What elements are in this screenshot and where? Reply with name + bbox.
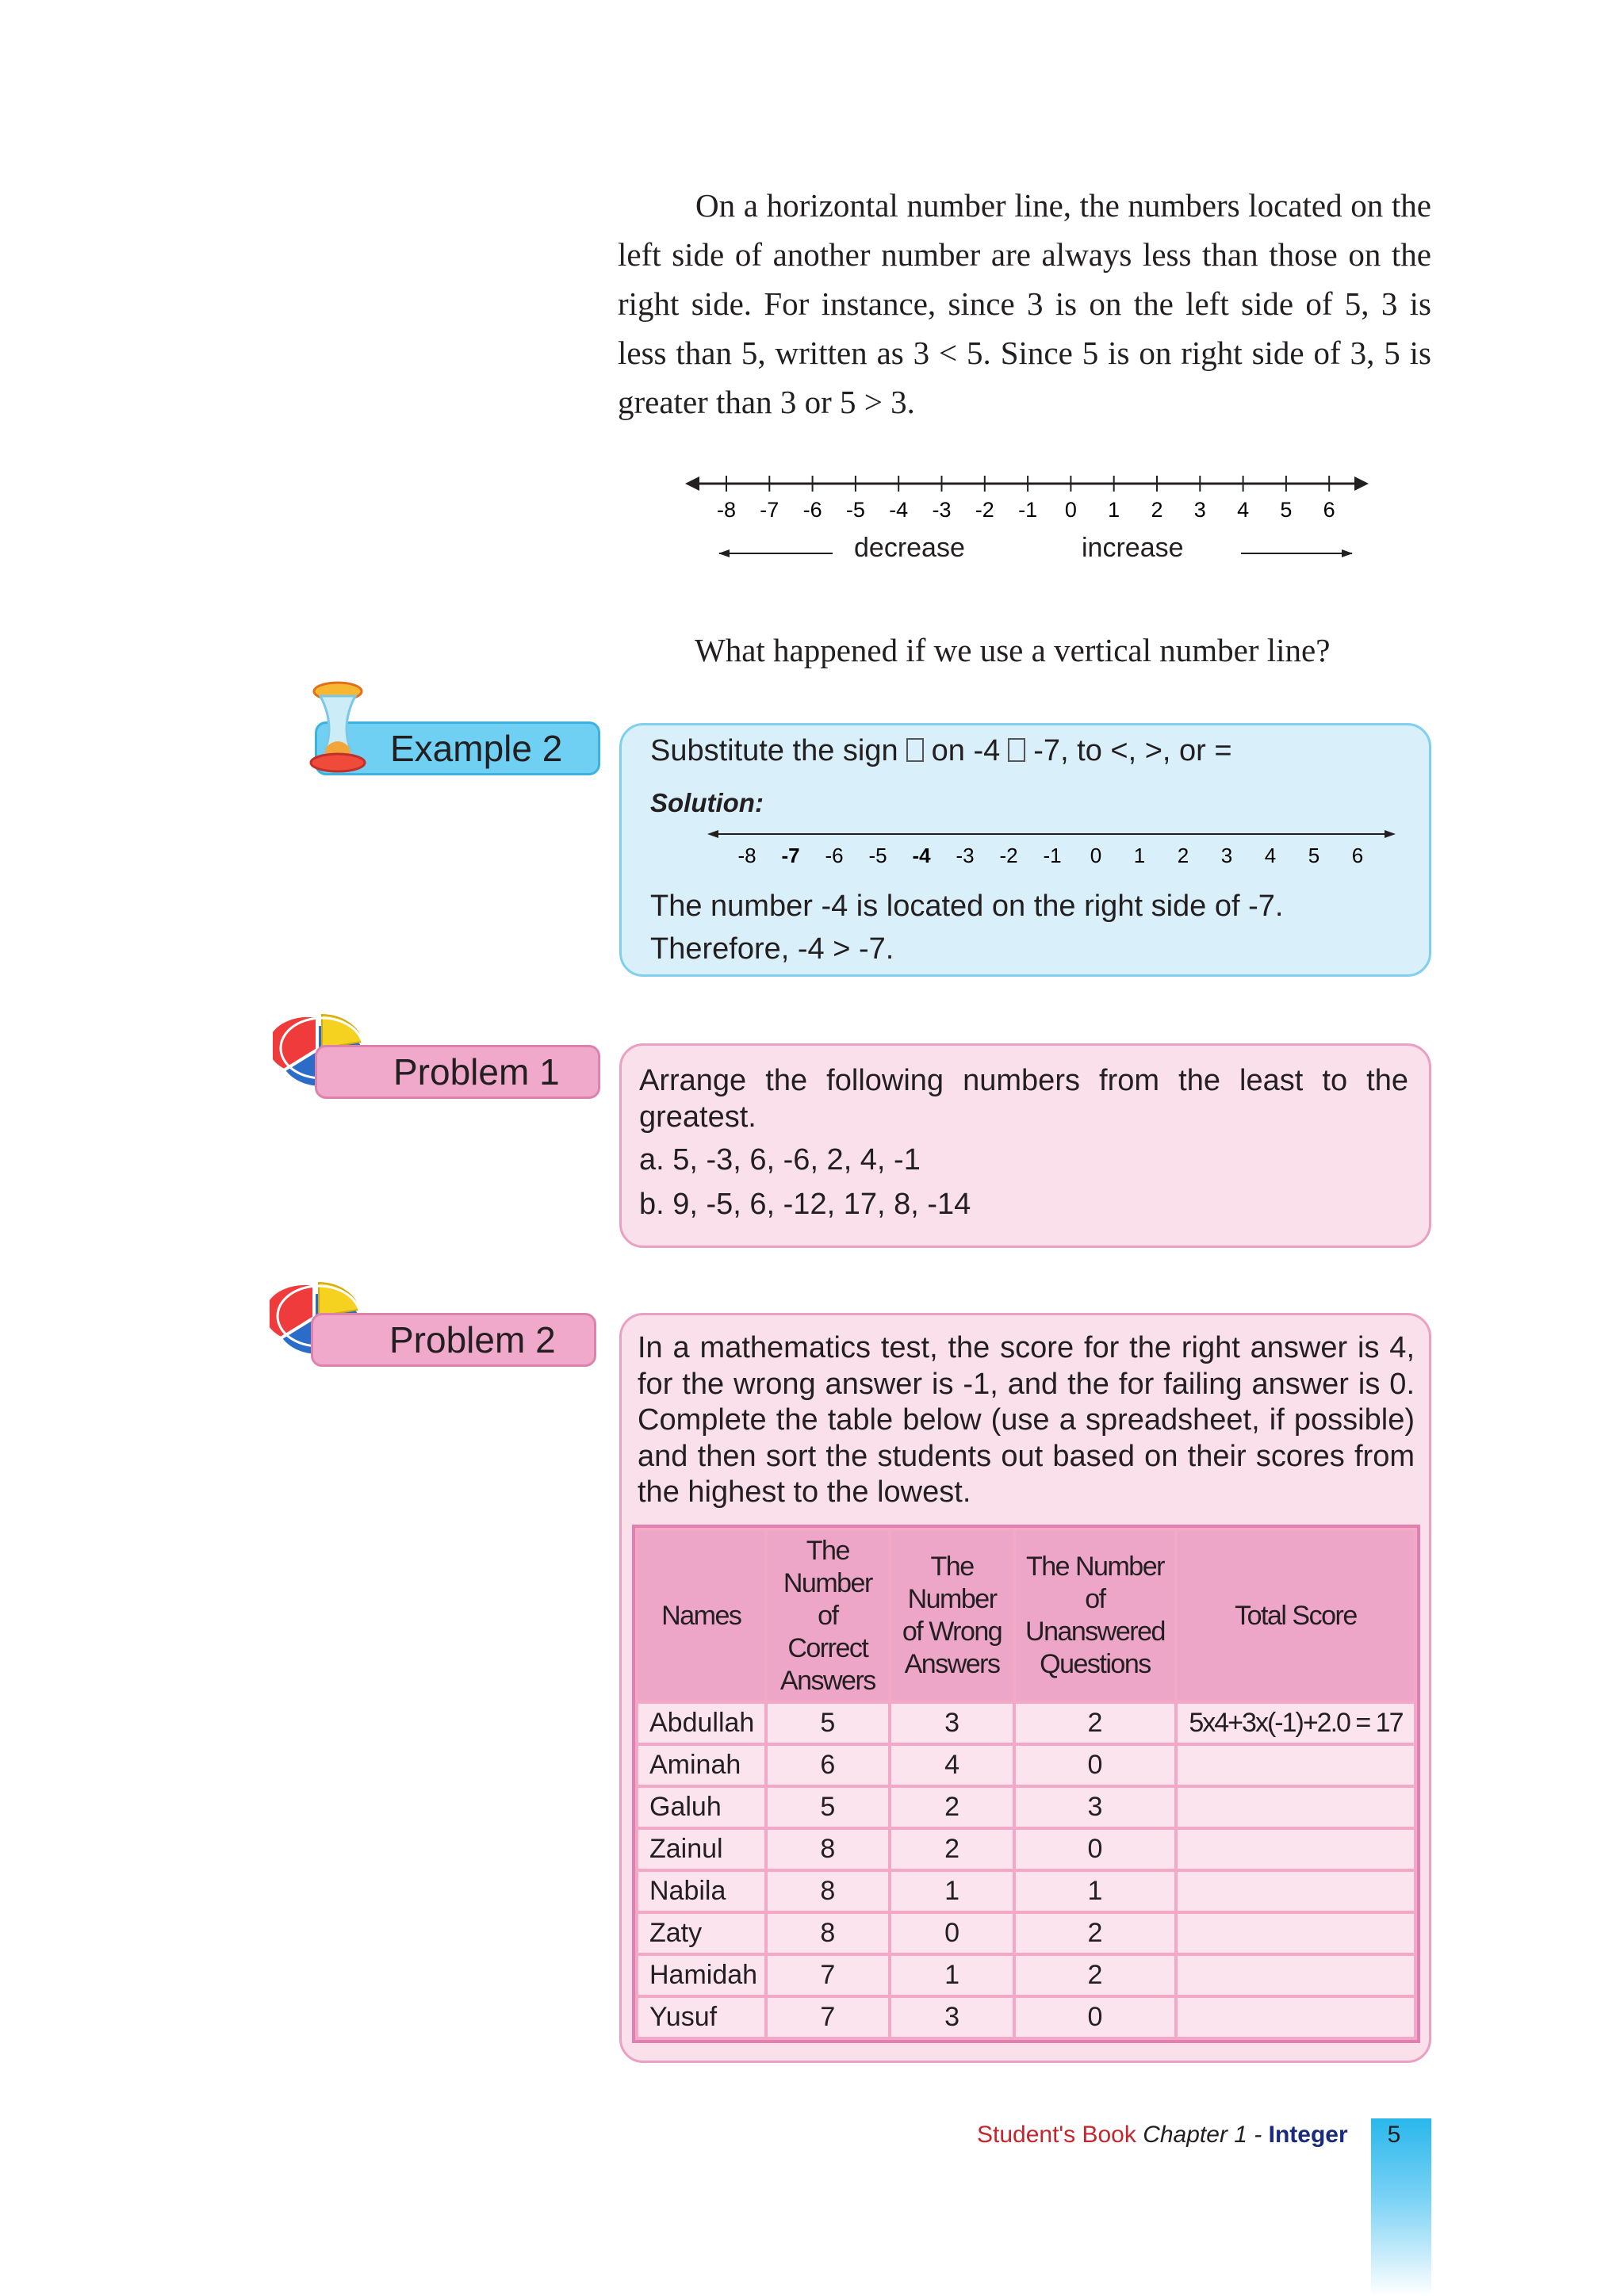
tick-label: 5: [1308, 844, 1320, 867]
cell-wrong: 2: [890, 1786, 1014, 1828]
instruction-part-c: -7, to <, >, or =: [1033, 734, 1232, 767]
cell-wrong: 1: [890, 1954, 1014, 1996]
solution-explanation: The number -4 is located on the right side of -7.: [650, 890, 1284, 923]
cell-unanswered: 2: [1014, 1702, 1176, 1744]
tick-label: 3: [1220, 844, 1233, 867]
tick-label: -3: [956, 844, 975, 867]
intro-text: On a horizontal number line, the numbers located on the left side of another number are always less than those on the right side. For instance, since 3 is on the left side of 5, 3 is less than 5, written as 3 < 5. Since 5 is on right side of 3, 5 is greater than 3 or 5 > 3.: [618, 187, 1431, 420]
header-wrong: The Number of Wrong Answers: [890, 1529, 1014, 1702]
table-row: [637, 1996, 1415, 2038]
tick-label: 6: [1351, 844, 1364, 867]
cell-name: Hamidah: [637, 1954, 766, 1996]
cell-correct: 8: [766, 1870, 891, 1912]
cell-name: Abdullah: [637, 1702, 766, 1744]
instruction-part-b: on -4: [931, 734, 1001, 767]
cell-correct: 6: [766, 1744, 891, 1786]
cell-wrong: 3: [890, 1702, 1014, 1744]
hourglass-icon: [304, 680, 371, 774]
cell-wrong: 1: [890, 1870, 1014, 1912]
cell-name: Nabila: [637, 1870, 766, 1912]
cell-unanswered: 2: [1014, 1912, 1176, 1954]
problem-2-label-text: Problem 2: [389, 1319, 556, 1360]
problem-1-item-a: a. 5, -3, 6, -6, 2, 4, -1: [639, 1143, 921, 1177]
tick-label: -4: [889, 498, 909, 522]
cell-wrong: 2: [890, 1828, 1014, 1870]
table-row: [637, 1702, 1415, 1744]
cell-total: [1176, 1996, 1415, 2038]
blank-box-icon: [906, 738, 924, 762]
tick-label: -4: [912, 844, 931, 867]
footer-chapter: Chapter 1 -: [1143, 2122, 1269, 2148]
tick-label: 4: [1264, 844, 1277, 867]
header-correct: The Number of Correct Answers: [766, 1529, 891, 1702]
table-row: [637, 1786, 1415, 1828]
tick-label: 3: [1193, 498, 1206, 522]
cell-unanswered: 3: [1014, 1786, 1176, 1828]
increase-arrow: [1342, 549, 1353, 557]
table-row: [637, 1954, 1415, 1996]
cell-unanswered: 0: [1014, 1828, 1176, 1870]
page-number: 5: [1387, 2122, 1401, 2148]
table-header-row: [637, 1529, 1415, 1702]
tick-label: 2: [1151, 498, 1163, 522]
cell-correct: 7: [766, 1996, 891, 2038]
right-arrowhead: [1354, 476, 1369, 491]
cell-name: Zaty: [637, 1912, 766, 1954]
tick-label: -6: [802, 498, 822, 522]
cell-total: [1176, 1828, 1415, 1870]
instruction-part-a: Substitute the sign: [650, 734, 898, 767]
cell-total: [1176, 1870, 1415, 1912]
problem-1-instruction: Arrange the following numbers from the least to the greatest.: [639, 1064, 1408, 1134]
tick-label: 4: [1237, 498, 1250, 522]
tick-label: -8: [737, 844, 756, 867]
tick-label: 0: [1090, 844, 1102, 867]
tick-label: 1: [1133, 844, 1146, 867]
example-2-instruction: [650, 734, 1232, 768]
table-row: [637, 1828, 1415, 1870]
table-row: [637, 1870, 1415, 1912]
cell-name: Zainul: [637, 1828, 766, 1870]
cell-name: Aminah: [637, 1744, 766, 1786]
solution-conclusion: Therefore, -4 > -7.: [650, 932, 894, 966]
cell-unanswered: 1: [1014, 1870, 1176, 1912]
cell-correct: 5: [766, 1786, 891, 1828]
cell-unanswered: 0: [1014, 1996, 1176, 2038]
header-names: Names: [637, 1529, 766, 1702]
footer-topic: Integer: [1268, 2122, 1348, 2148]
cell-total: [1176, 1786, 1415, 1828]
cell-total: [1176, 1912, 1415, 1954]
left-arrowhead: [685, 476, 699, 491]
cell-name: Galuh: [637, 1786, 766, 1828]
problem-2-label: [311, 1313, 596, 1367]
tick-label: 0: [1064, 498, 1077, 522]
tick-label: 2: [1177, 844, 1189, 867]
problem-2-instruction: In a mathematics test, the score for the right answer is 4, for the wrong answer is -1, and the for failing answer is 0. Complete the table below (use a spreadsheet, if possible) and then sort the students out based on their scores from the highest to the lowest.: [638, 1331, 1415, 1509]
number-line-horizontal: [682, 468, 1380, 571]
cell-wrong: 0: [890, 1912, 1014, 1954]
left-arrowhead: [707, 830, 718, 838]
number-line-solution: [706, 825, 1396, 869]
table-row: [637, 1912, 1415, 1954]
header-total: Total Score: [1176, 1529, 1415, 1702]
cell-total: [1176, 1744, 1415, 1786]
vertical-line-question: What happened if we use a vertical number line?: [695, 632, 1331, 668]
cell-total: [1176, 1954, 1415, 1996]
tick-label: 5: [1280, 498, 1293, 522]
intro-paragraph: [618, 181, 1431, 427]
tick-label: -1: [1043, 844, 1062, 867]
cell-unanswered: 0: [1014, 1744, 1176, 1786]
problem-1-item-b: b. 9, -5, 6, -12, 17, 8, -14: [639, 1188, 971, 1221]
solution-heading: Solution:: [650, 788, 764, 817]
table-row: [637, 1744, 1415, 1786]
cell-correct: 7: [766, 1954, 891, 1996]
tick-label: -1: [1018, 498, 1038, 522]
tick-label: -8: [716, 498, 737, 522]
cell-correct: 5: [766, 1702, 891, 1744]
problem-1-label-text: Problem 1: [393, 1051, 560, 1093]
tick-label: -7: [760, 498, 779, 522]
cell-correct: 8: [766, 1828, 891, 1870]
tick-label: 6: [1323, 498, 1335, 522]
score-table: [635, 1528, 1417, 2040]
cell-correct: 8: [766, 1912, 891, 1954]
tick-label: -2: [999, 844, 1018, 867]
header-unanswered: The Number of Unanswered Questions: [1014, 1529, 1176, 1702]
cell-wrong: 3: [890, 1996, 1014, 2038]
footer-book: Student's Book: [977, 2122, 1136, 2148]
decrease-arrow: [718, 549, 730, 557]
blank-box-icon: [1008, 738, 1025, 762]
cell-name: Yusuf: [637, 1996, 766, 2038]
tick-label: -6: [825, 844, 844, 867]
cell-unanswered: 2: [1014, 1954, 1176, 1996]
tick-label: -7: [781, 844, 800, 867]
right-arrowhead: [1385, 830, 1396, 838]
tick-label: -2: [975, 498, 994, 522]
decrease-label: decrease: [854, 533, 965, 563]
tick-label: 1: [1108, 498, 1120, 522]
cell-total: 5x4+3x(-1)+2.0 = 17: [1176, 1702, 1415, 1744]
example-2-label-text: Example 2: [390, 728, 563, 769]
increase-label: increase: [1082, 533, 1184, 563]
tick-label: -5: [868, 844, 887, 867]
page-footer: [977, 2122, 1348, 2149]
problem-1-label: [315, 1045, 600, 1099]
cell-wrong: 4: [890, 1744, 1014, 1786]
tick-label: -3: [932, 498, 952, 522]
tick-label: -5: [845, 498, 865, 522]
